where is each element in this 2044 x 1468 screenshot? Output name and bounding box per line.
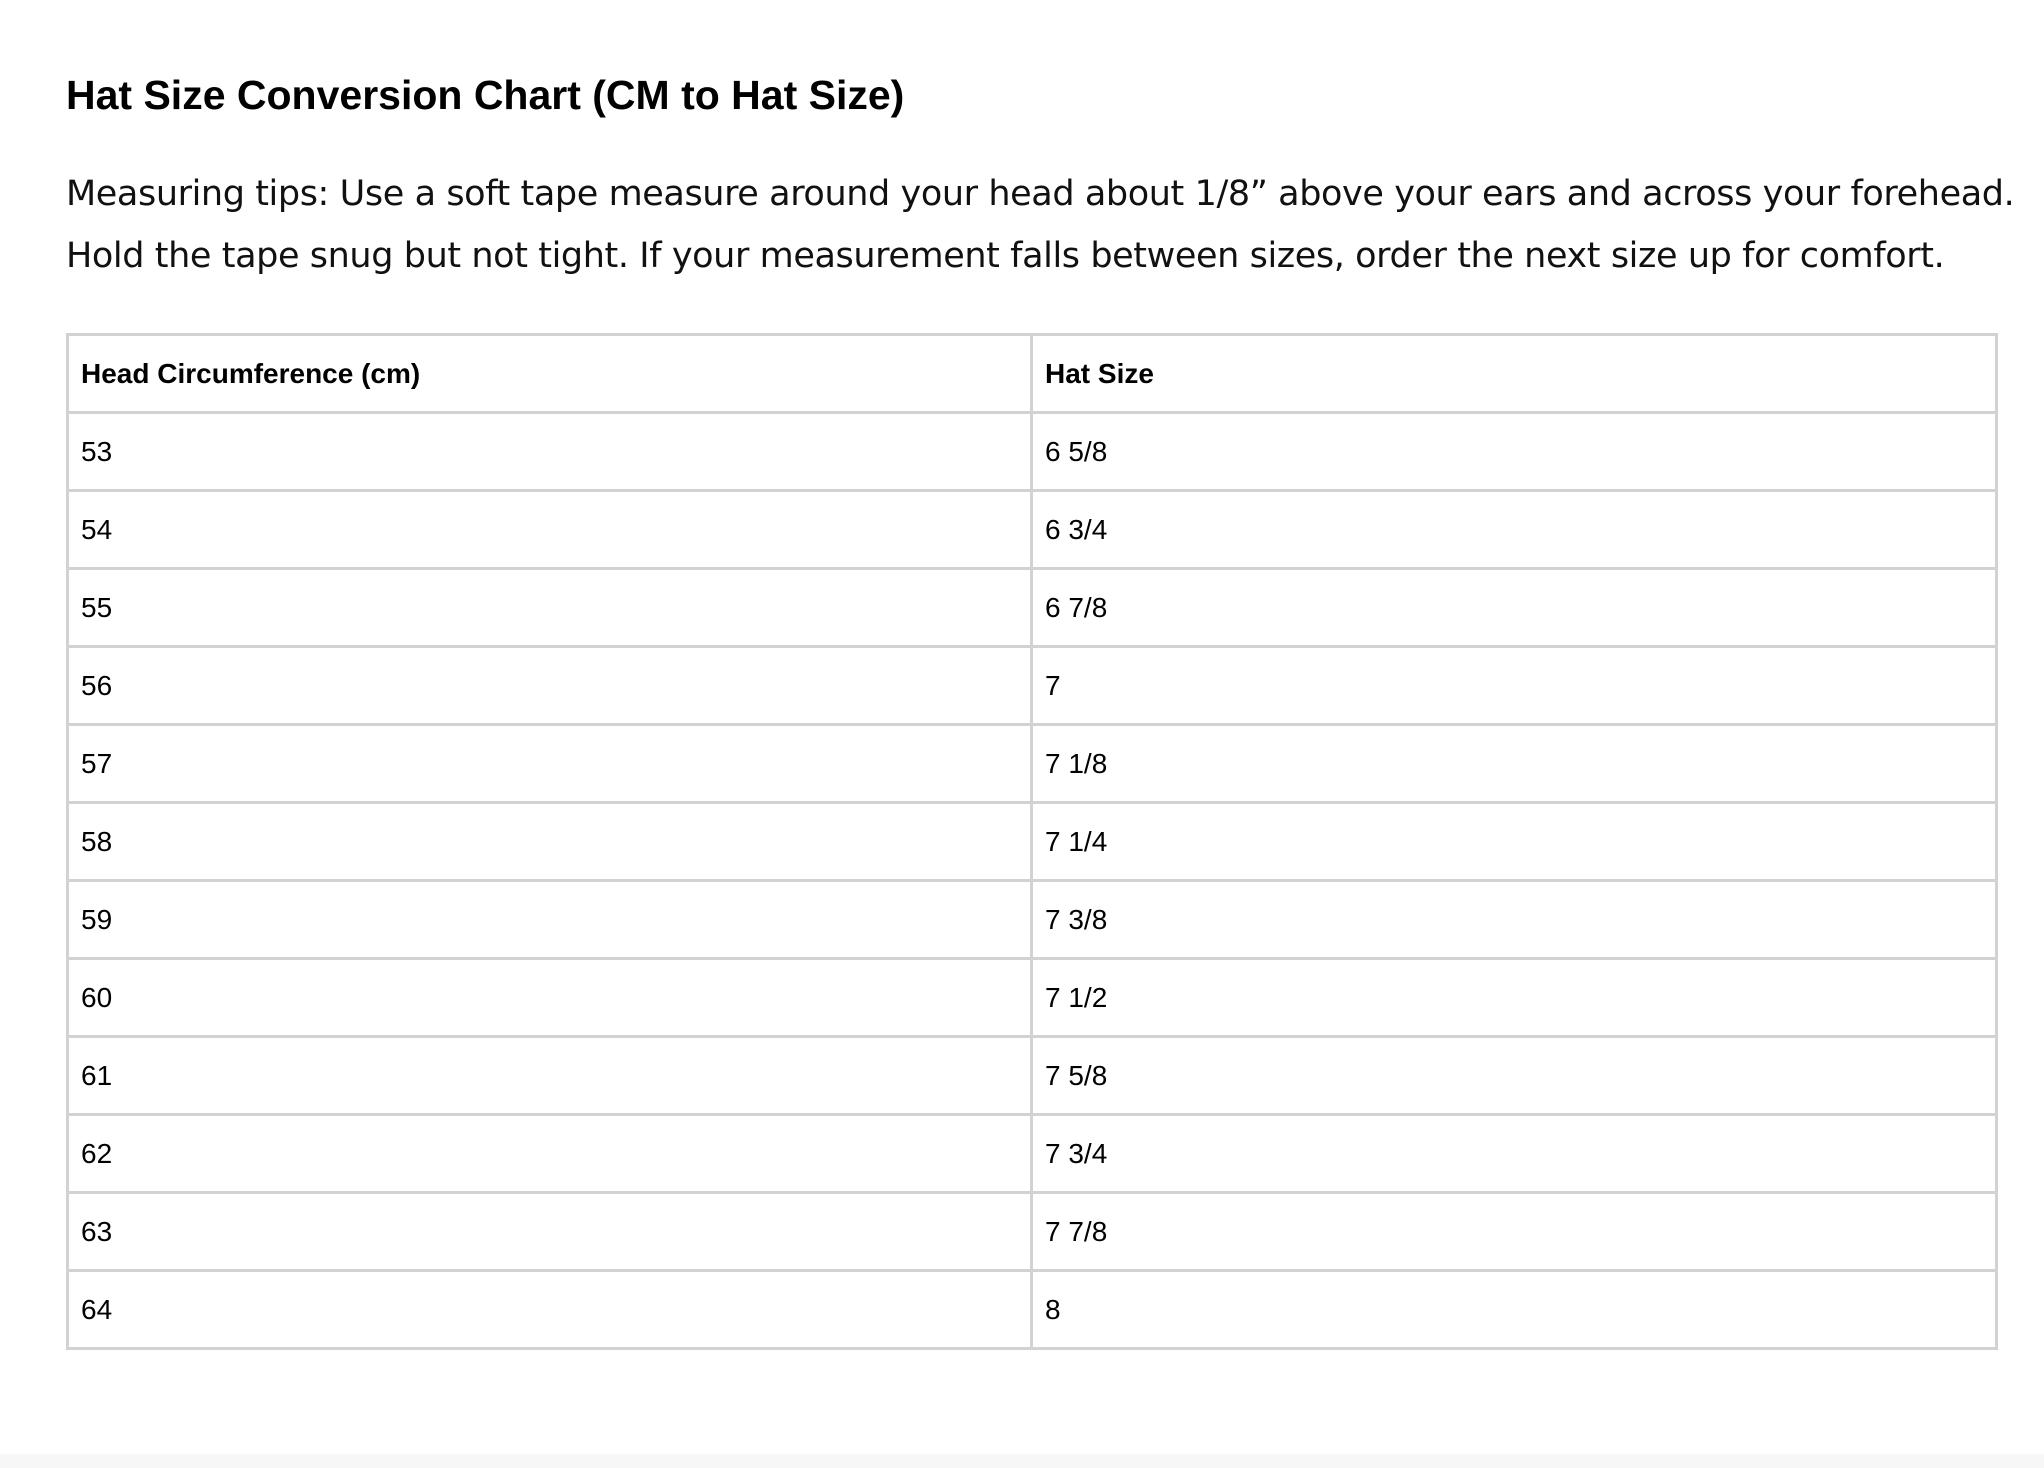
table-row: [68, 803, 1997, 881]
cell-hat-size: 6 7/8: [1032, 569, 1997, 647]
cell-hat-size: 7 7/8: [1032, 1193, 1997, 1271]
cell-circumference: 54: [68, 491, 1032, 569]
cell-hat-size: 7 5/8: [1032, 1037, 1997, 1115]
table-row: [68, 569, 1997, 647]
cell-hat-size: 6 3/4: [1032, 491, 1997, 569]
cell-circumference: 56: [68, 647, 1032, 725]
table-row: [68, 881, 1997, 959]
cell-circumference: 62: [68, 1115, 1032, 1193]
header-hat-size: Hat Size: [1032, 335, 1997, 413]
cell-circumference: 64: [68, 1271, 1032, 1349]
cell-hat-size: 6 5/8: [1032, 413, 1997, 491]
cell-hat-size: 8: [1032, 1271, 1997, 1349]
cell-circumference: 57: [68, 725, 1032, 803]
header-head-circumference: Head Circumference (cm): [68, 335, 1032, 413]
table-row: [68, 1115, 1997, 1193]
table-row: [68, 491, 1997, 569]
cell-hat-size: 7 1/8: [1032, 725, 1997, 803]
cell-hat-size: 7 1/4: [1032, 803, 1997, 881]
cell-circumference: 55: [68, 569, 1032, 647]
cell-circumference: 63: [68, 1193, 1032, 1271]
cell-circumference: 58: [68, 803, 1032, 881]
cell-hat-size: 7: [1032, 647, 1997, 725]
page-title: Hat Size Conversion Chart (CM to Hat Size): [66, 72, 905, 118]
table-row: [68, 1037, 1997, 1115]
cell-hat-size: 7 3/8: [1032, 881, 1997, 959]
table-row: [68, 725, 1997, 803]
cell-circumference: 60: [68, 959, 1032, 1037]
cell-circumference: 61: [68, 1037, 1032, 1115]
cell-hat-size: 7 3/4: [1032, 1115, 1997, 1193]
table-row: [68, 1271, 1997, 1349]
hat-size-table: [66, 333, 1998, 1350]
table-row: [68, 959, 1997, 1037]
cell-circumference: 59: [68, 881, 1032, 959]
table-row: [68, 647, 1997, 725]
cell-circumference: 53: [68, 413, 1032, 491]
page-footer-band: [0, 1454, 2044, 1468]
table-row: [68, 413, 1997, 491]
cell-hat-size: 7 1/2: [1032, 959, 1997, 1037]
table-row: [68, 1193, 1997, 1271]
measuring-tips: Measuring tips: Use a soft tape measure around your head about 1/8” above your ears and across your forehead. Hold the tape snug but not tight. If your measurement falls between sizes, order the next size up for comfort.: [66, 174, 2015, 276]
table-header-row: [68, 335, 1997, 413]
